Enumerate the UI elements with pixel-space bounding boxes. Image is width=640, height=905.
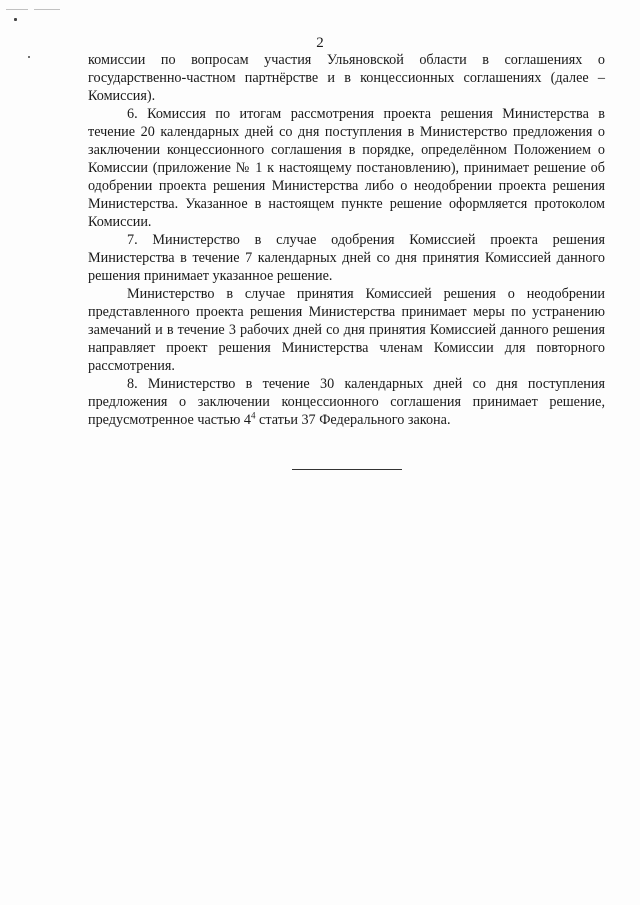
paragraph-8-text-end: статьи 37 Федерального закона.: [255, 412, 451, 428]
paragraph-7-continuation: Министерство в случае принятия Комиссией решения о неодобрении представленного проекта решения Министерства принимает меры по устранению замечаний и в течение 3 рабочих дней со дня принятия Комиссией данного решения направляет проект решения Министерства членам Комиссии для повторного рассмотрения.: [88, 286, 605, 374]
paragraph-7: 7. Министерство в случае одобрения Комиссией проекта решения Министерства в течение 7 календарных дней со дня принятия Комиссией данного решения принимает указанное решение.: [88, 232, 605, 284]
paragraph-intro-continuation: комиссии по вопросам участия Ульяновской области в соглашениях о государственно-частном партнёрстве и в концессионных соглашениях (далее – Комиссия).: [88, 52, 605, 104]
scan-artifact: [6, 9, 28, 10]
paragraph-6: 6. Комиссия по итогам рассмотрения проекта решения Министерства в течение 20 календарных дней со дня поступления в Министерство предложения о заключении концессионного соглашения в порядке, определённом Положением о Комиссии (приложение № 1 к настоящему постановлению), принимает решение об одобрении проекта решения Министерства либо о неодобрении проекта решения Министерства. Указанное в настоящем пункте решение оформляется протоколом Комиссии.: [88, 106, 605, 230]
scan-speck: [28, 56, 30, 58]
scan-speck: [14, 18, 17, 21]
document-body: [88, 51, 605, 429]
paragraph-8-superscript: 4: [251, 410, 256, 421]
paragraph-8-text: 8. Министерство в течение 30 календарных дней со дня поступления предложения о заключении концессионного соглашения принимает решение, предусмотренное частью 4: [88, 376, 605, 428]
end-divider-line: [292, 469, 402, 470]
page-number: 2: [316, 35, 324, 51]
paragraph-8: [88, 375, 605, 429]
scan-artifact: [34, 9, 60, 10]
